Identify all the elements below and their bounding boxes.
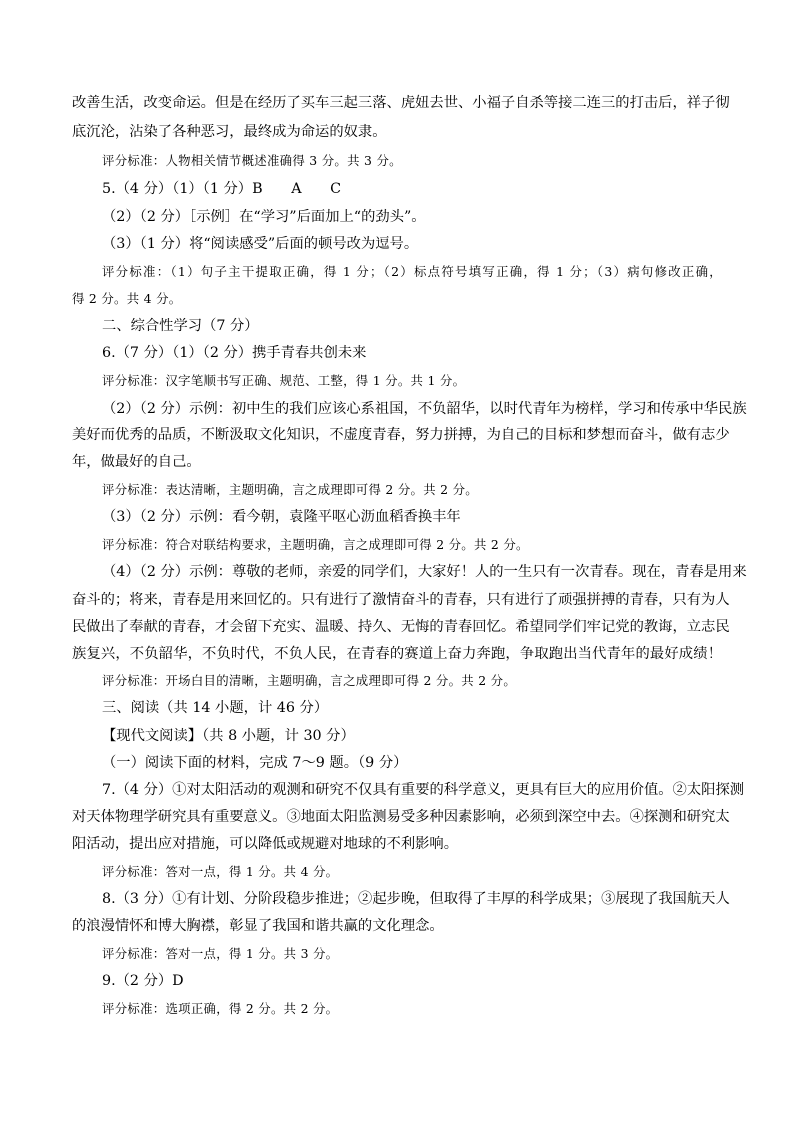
answer-line: 对天体物理学研究具有重要意义。③地面太阳监测易受多种因素影响，必须到深空中去。④探测和研究太	[72, 809, 730, 825]
answer-line: （3）（1 分）将“阅读感受”后面的顿号改为逗号。	[102, 236, 419, 252]
section-heading: 三、阅读（共 14 小题，计 46 分）	[102, 700, 329, 716]
answer-line: 7.（4 分）①对太阳活动的观测和研究不仅具有重要的科学意义，更具有巨大的应用价值。②太阳探测	[102, 782, 745, 798]
answer-line: 年，做最好的自己。	[72, 454, 201, 470]
scoring-criteria: 评分标准：人物相关情节概述准确得 3 分。共 3 分。	[102, 153, 402, 168]
scoring-criteria: 评分标准：选项正确，得 2 分。共 2 分。	[102, 1001, 339, 1016]
answer-line: 奋斗的；将来，青春是用来回忆的。只有进行了激情奋斗的青春，只有进行了顽强拼搏的青春，只有为人	[72, 592, 730, 608]
answer-line: （2）（2 分）［示例］在“学习”后面加上“的劲头”。	[102, 209, 426, 225]
answer-line: 9.（2 分）D	[102, 973, 184, 989]
answer-line: （4）（2 分）示例：尊敬的老师，亲爱的同学们，大家好！人的一生只有一次青春。现在，青春是用来	[102, 564, 747, 580]
answer-line: 阳活动，提出应对措施，可以降低或规避对地球的不利影响。	[72, 836, 459, 852]
answer-line: 的浪漫情怀和博大胸襟，彰显了我国和谐共赢的文化理念。	[72, 918, 444, 934]
scoring-criteria: 评分标准：表达清晰，主题明确，言之成理即可得 2 分。共 2 分。	[102, 482, 478, 497]
section-heading: 二、综合性学习（7 分）	[102, 318, 259, 334]
answer-line: 美好而优秀的品质，不断汲取文化知识，不虚度青春，努力拼搏，为自己的目标和梦想而奋斗，做有志少	[72, 427, 730, 443]
section-heading: 【现代文阅读】（共 8 小题，计 30 分）	[102, 728, 355, 744]
scoring-criteria: 评分标准：答对一点，得 1 分。共 4 分。	[102, 864, 339, 879]
scoring-criteria: 评分标准：开场白目的清晰，主题明确，言之成理即可得 2 分。共 2 分。	[102, 673, 517, 688]
scoring-criteria: 评分标准：（1）句子主干提取正确，得 1 分；（2）标点符号填写正确，得 1 分；（3）病句修改正确，	[102, 264, 722, 279]
answer-line: 6.（7 分）（1）（2 分）携手青春共创未来	[102, 345, 367, 361]
scoring-criteria: 评分标准：汉字笔顺书写正确、规范、工整，得 1 分。共 1 分。	[102, 373, 466, 388]
answer-line: 5.（4 分）（1）（1 分）B A C	[102, 181, 342, 197]
scoring-criteria: 评分标准：答对一点，得 1 分。共 3 分。	[102, 946, 339, 961]
scoring-criteria: 评分标准：符合对联结构要求，主题明确，言之成理即可得 2 分。共 2 分。	[102, 537, 529, 552]
answer-line: （2）（2 分）示例：初中生的我们应该心系祖国，不负韶华，以时代青年为榜样，学习和传承中华民族	[102, 401, 747, 417]
text-line: 底沉沦，沾染了各种恶习，最终成为命运的奴隶。	[72, 124, 387, 140]
answer-line: 民做出了奉献的青春，才会留下充实、温暖、持久、无悔的青春回忆。希望同学们牢记党的教诲，立志民	[72, 619, 730, 635]
answer-line: 族复兴，不负韶华，不负时代，不负人民，在青春的赛道上奋力奔跑，争取跑出当代青年的最好成绩！	[72, 646, 722, 662]
text-line: 改善生活，改变命运。但是在经历了买车三起三落、虎妞去世、小福子自杀等接二连三的打击后，祥子彻	[72, 95, 730, 111]
scoring-criteria: 得 2 分。共 4 分。	[72, 291, 182, 306]
answer-line: （3）（2 分）示例：看今朝，袁隆平呕心沥血稻香换丰年	[102, 509, 461, 525]
answer-line: 8.（3 分）①有计划、分阶段稳步推进；②起步晚，但取得了丰厚的科学成果；③展现了我国航天人	[102, 891, 730, 907]
section-heading: （一）阅读下面的材料，完成 7～9 题。（9 分）	[102, 755, 408, 771]
